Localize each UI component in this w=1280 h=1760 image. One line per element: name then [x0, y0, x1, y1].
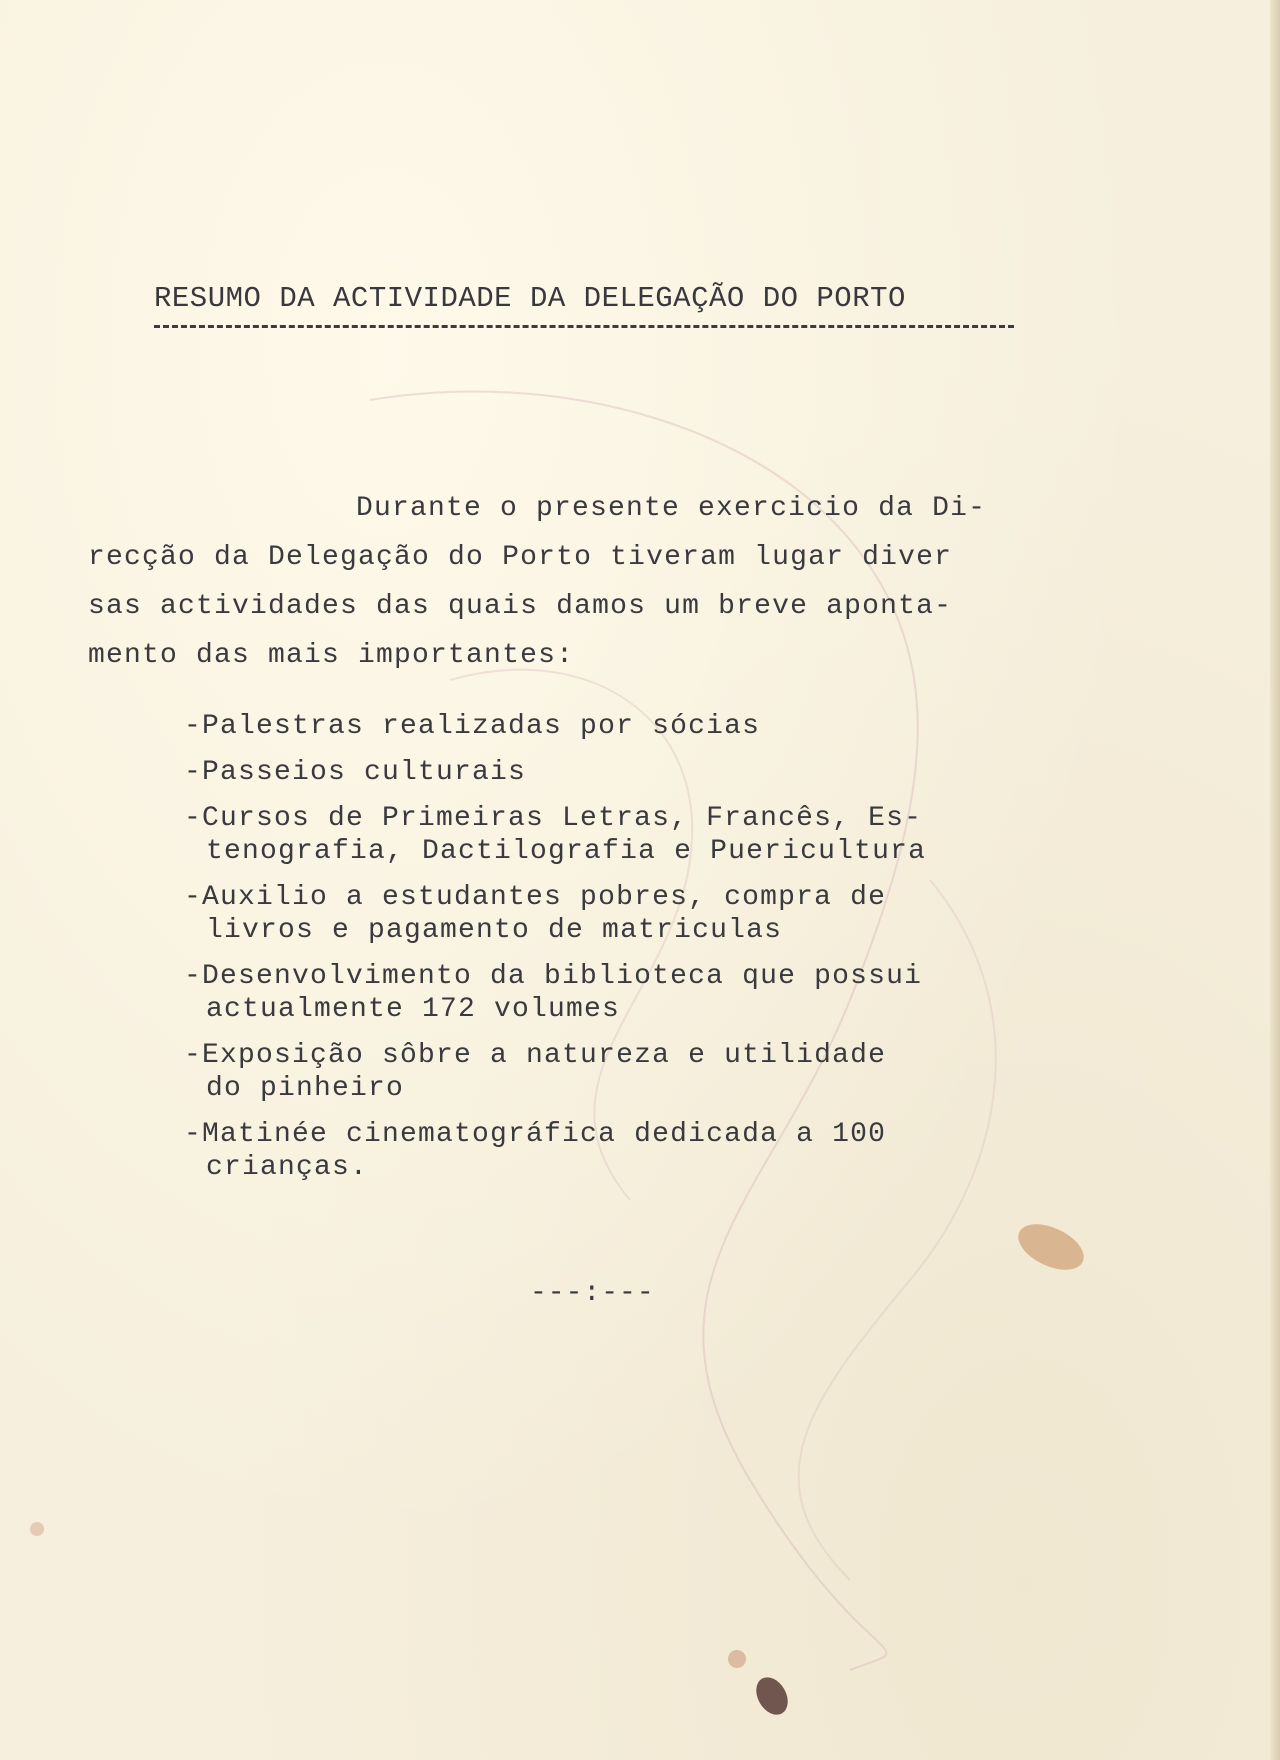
- list-item-line: -Matinée cinematográfica dedicada a 100: [184, 1119, 887, 1150]
- paragraph-line: recção da Delegação do Porto tiveram lugar diver: [88, 542, 953, 573]
- title-underline: [154, 325, 1014, 328]
- paper-stain: [30, 1522, 44, 1536]
- document-title: RESUMO DA ACTIVIDADE DA DELEGAÇÃO DO PORTO: [154, 282, 906, 315]
- paper-edge: [1270, 0, 1280, 1760]
- list-item: [184, 756, 1084, 789]
- list-item: [184, 1118, 1084, 1184]
- list-item: [184, 881, 1084, 947]
- end-mark: ---:---: [530, 1278, 655, 1309]
- list-item-line: -Cursos de Primeiras Letras, Francês, Es-: [184, 803, 923, 834]
- list-item-line: -Desenvolvimento da biblioteca que possui: [184, 961, 923, 992]
- list-item: [184, 960, 1084, 1026]
- list-item-line: -Exposição sôbre a natureza e utilidade: [184, 1040, 887, 1071]
- list-item: [184, 1039, 1084, 1105]
- list-item: [184, 802, 1084, 868]
- list-item-line: tenografia, Dactilografia e Puericultura: [206, 836, 927, 867]
- list-item-line: actualmente 172 volumes: [206, 994, 621, 1025]
- paragraph-line: Durante o presente exercicio da Di-: [356, 493, 987, 524]
- list-item-line: -Passeios culturais: [184, 757, 527, 788]
- ink-blot: [750, 1672, 794, 1721]
- paragraph-line: sas actividades das quais damos um breve aponta-: [88, 591, 953, 622]
- list-item-line: -Auxilio a estudantes pobres, compra de: [184, 882, 887, 913]
- list-item-line: crianças.: [206, 1152, 369, 1183]
- list-item-line: do pinheiro: [206, 1073, 405, 1104]
- intro-paragraph: [88, 484, 1088, 680]
- paper-stain: [1011, 1215, 1091, 1279]
- list-item-line: -Palestras realizadas por sócias: [184, 711, 761, 742]
- paper-stain: [728, 1650, 746, 1668]
- list-item: [184, 710, 1084, 743]
- paragraph-line: mento das mais importantes:: [88, 640, 575, 671]
- list-item-line: livros e pagamento de matriculas: [206, 915, 783, 946]
- activity-list: [184, 710, 1084, 1197]
